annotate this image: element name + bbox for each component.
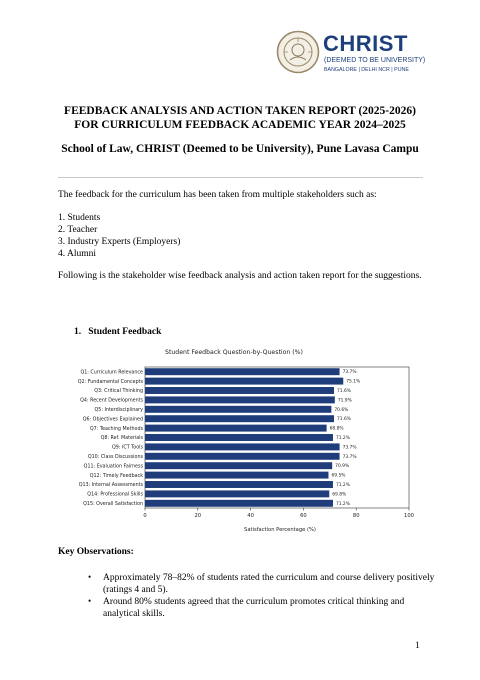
logo-subtitle: (DEEMED TO BE UNIVERSITY) bbox=[324, 57, 426, 64]
x-tick-label: 80 bbox=[352, 513, 360, 519]
data-label: 69.8% bbox=[332, 492, 347, 498]
bar bbox=[145, 472, 328, 479]
report-title-line1: FEEDBACK ANALYSIS AND ACTION TAKEN REPORT (2025-2026) bbox=[64, 105, 416, 117]
observation-item bbox=[103, 572, 433, 596]
category-label: Q1: Curriculum Relevance bbox=[80, 370, 143, 376]
school-title: School of Law, CHRIST (Deemed to be University), Pune Lavasa Campu bbox=[61, 143, 419, 155]
data-label: 68.8% bbox=[329, 426, 344, 432]
observation-item bbox=[103, 596, 433, 620]
category-label: Q6: Objectives Explained bbox=[82, 417, 143, 423]
bar bbox=[145, 443, 340, 450]
category-label: Q2: Fundamental Concepts bbox=[77, 379, 143, 385]
category-label: Q8: Ref. Materials bbox=[100, 436, 143, 442]
x-tick-label: 40 bbox=[247, 513, 254, 519]
observation-line: analytical skills. bbox=[103, 609, 165, 619]
category-label: Q14: Professional Skills bbox=[87, 492, 143, 498]
following-text: Following is the stakeholder wise feedback analysis and action taken report for the suggestions. bbox=[58, 271, 422, 281]
data-label: 69.5% bbox=[331, 473, 346, 479]
data-label: 71.6% bbox=[337, 417, 351, 423]
logo-campuses: BANGALORE | DELHI NCR | PUNE bbox=[324, 67, 409, 73]
report-title-line2: FOR CURRICULUM FEEDBACK ACADEMIC YEAR 2024–2025 bbox=[74, 119, 406, 131]
stakeholder-item: 1. Students bbox=[58, 213, 101, 223]
bar bbox=[145, 368, 340, 375]
bar bbox=[145, 481, 333, 488]
category-label: Q9: ICT Tools bbox=[111, 445, 143, 451]
x-tick-label: 0 bbox=[143, 513, 147, 519]
divider bbox=[58, 177, 423, 178]
bar bbox=[145, 425, 327, 432]
observation-line: (ratings 4 and 5). bbox=[103, 585, 168, 595]
category-label: Q3: Critical Thinking bbox=[94, 389, 143, 395]
data-label: 73.7% bbox=[342, 445, 357, 451]
observations-heading: Key Observations: bbox=[58, 547, 134, 557]
x-tick-label: 60 bbox=[300, 513, 307, 519]
section-heading: 1. Student Feedback bbox=[74, 327, 162, 337]
stakeholder-item: 3. Industry Experts (Employers) bbox=[58, 237, 181, 247]
christ-logo bbox=[276, 30, 426, 82]
category-label: Q11: Evaluation Fairness bbox=[83, 464, 143, 470]
observation-line: Approximately 78–82% of students rated the curriculum and course delivery positively bbox=[103, 573, 435, 583]
data-label: 70.9% bbox=[335, 464, 350, 470]
bar bbox=[145, 490, 329, 497]
stakeholder-item: 2. Teacher bbox=[58, 225, 98, 235]
chart-title: Student Feedback Question-by-Question (%) bbox=[165, 349, 303, 356]
bar bbox=[145, 406, 331, 413]
student-feedback-chart bbox=[58, 342, 426, 538]
bar bbox=[145, 387, 334, 394]
x-axis-label: Satisfaction Percentage (%) bbox=[244, 527, 316, 533]
x-tick-label: 20 bbox=[194, 513, 202, 519]
data-label: 75.1% bbox=[346, 379, 361, 385]
bar bbox=[145, 500, 333, 507]
category-label: Q12: Timely Feedback bbox=[89, 473, 143, 479]
page-number: 1 bbox=[415, 641, 420, 651]
data-label: 71.2% bbox=[335, 501, 350, 507]
bar bbox=[145, 453, 340, 460]
category-label: Q15: Overall Satisfaction bbox=[83, 502, 143, 507]
data-label: 73.7% bbox=[342, 454, 357, 460]
bar bbox=[145, 415, 334, 422]
category-label: Q7: Teaching Methods bbox=[89, 426, 143, 432]
stakeholder-item: 4. Alumni bbox=[58, 249, 97, 259]
data-label: 73.7% bbox=[342, 370, 357, 376]
bar bbox=[145, 462, 332, 469]
data-label: 71.2% bbox=[335, 483, 350, 488]
bar bbox=[145, 434, 333, 441]
category-label: Q10: Class Discussions bbox=[87, 455, 143, 460]
data-label: 71.6% bbox=[337, 389, 351, 394]
observation-line: Around 80% students agreed that the curriculum promotes critical thinking and bbox=[103, 597, 405, 607]
university-seal-icon bbox=[276, 30, 320, 74]
category-label: Q5: Interdisciplinary bbox=[94, 408, 143, 413]
bullet-icon: • bbox=[88, 596, 92, 606]
bar bbox=[145, 396, 335, 403]
data-label: 70.6% bbox=[334, 407, 349, 413]
category-label: Q13: Internal Assessments bbox=[78, 483, 143, 489]
category-label: Q4: Recent Developments bbox=[80, 398, 143, 404]
data-label: 71.2% bbox=[335, 436, 350, 441]
data-label: 71.9% bbox=[337, 398, 352, 404]
bullet-icon: • bbox=[88, 572, 92, 582]
logo-wordmark: CHRIST bbox=[323, 31, 408, 56]
x-tick-label: 100 bbox=[404, 513, 414, 519]
intro-text: The feedback for the curriculum has been taken from multiple stakeholders such as: bbox=[58, 190, 377, 200]
bar bbox=[145, 378, 343, 385]
